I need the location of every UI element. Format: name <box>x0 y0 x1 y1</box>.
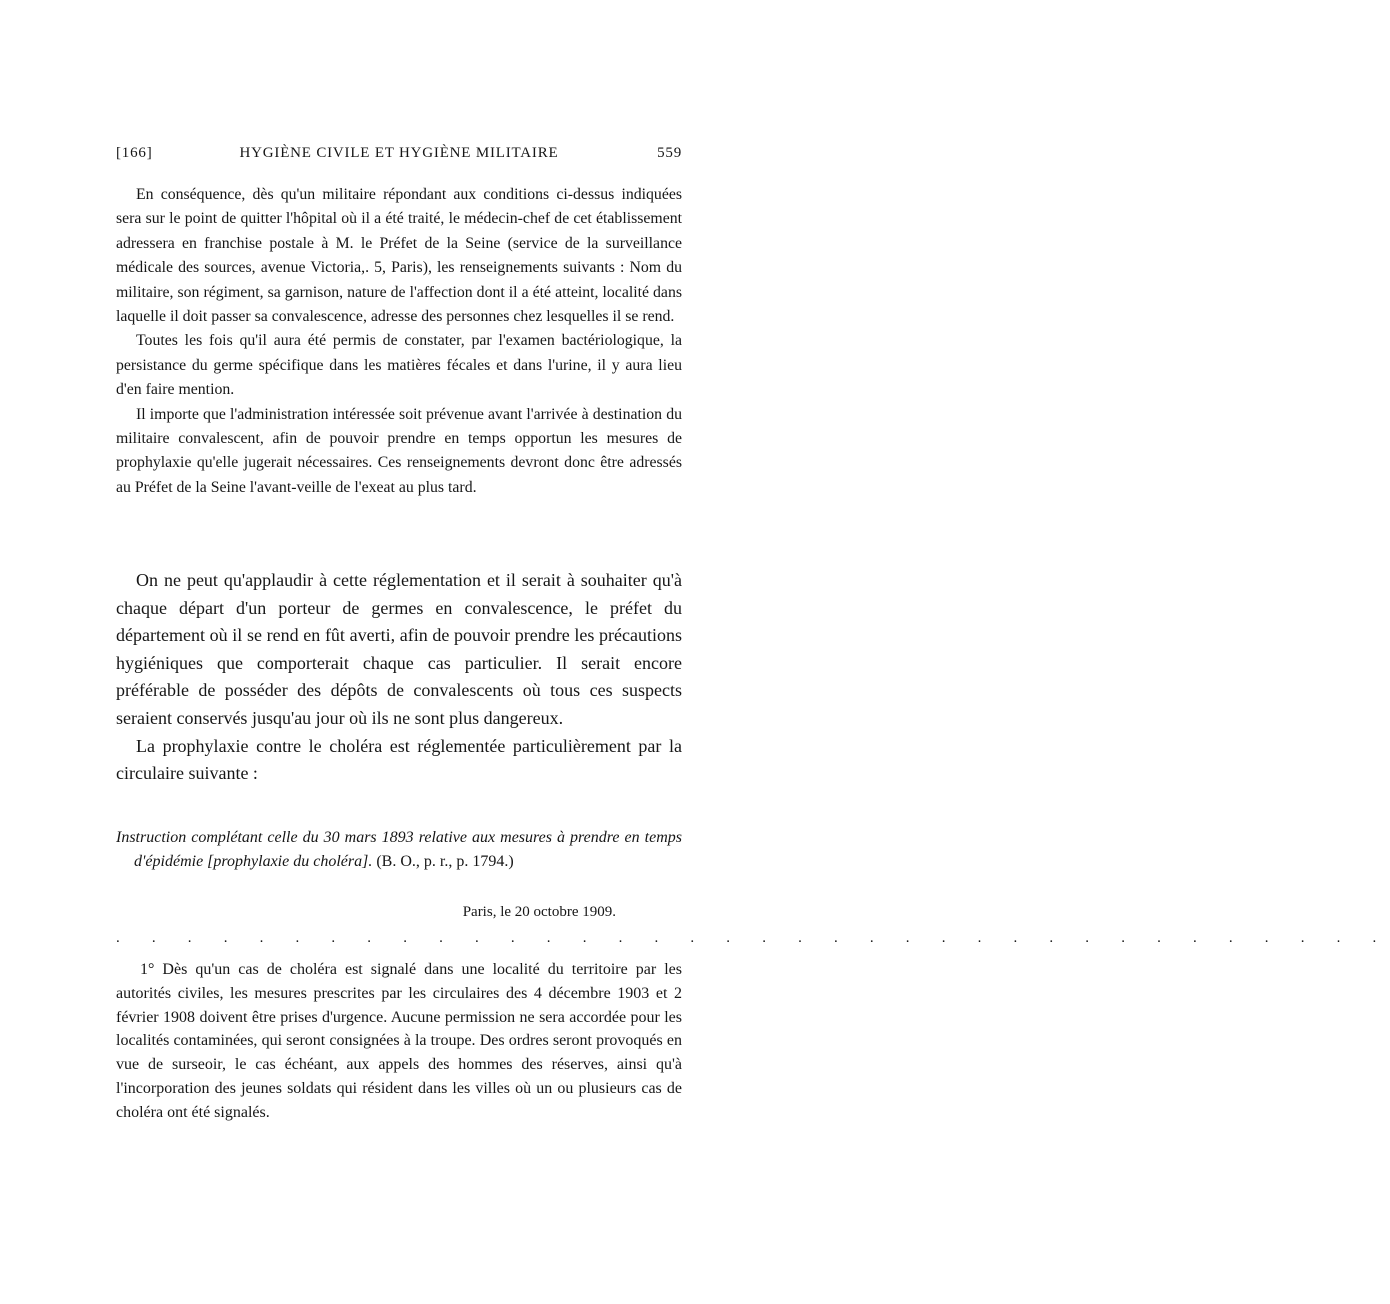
ellipsis-divider: . . . . . . . . . . . . . . . . . . . . . . . . . . . . . . . . . . . . <box>116 930 1390 946</box>
body-paragraph: La prophylaxie contre le choléra est réglementée particulièrement par la circulaire suivante : <box>116 735 682 784</box>
body-paragraph: On ne peut qu'applaudir à cette réglementation et il serait à souhaiter qu'à chaque départ d'un porteur de germes en convalescence, le préfet du département où il se rend en fût averti, afin de pouvoir prendre les précautions hygiéniques que comporterait chaque cas particulier. Il serait encore préférable de posséder des dépôts de convalescents où tous ces suspects seraient conservés jusqu'au jour où ils ne sont plus dangereux. <box>116 570 682 728</box>
instruction-title: Instruction complétant celle du 30 mars 1893 relative aux mesures à prendre en temps d'épidémie [prophylaxie du choléra]. <box>116 829 682 871</box>
running-title: HYGIÈNE CIVILE ET HYGIÈNE MILITAIRE <box>239 145 559 161</box>
circular-paragraph: 1° Dès qu'un cas de choléra est signalé dans une localité du territoire par les autorités civiles, les mesures prescrites par les circulaires des 4 décembre 1903 et 2 février 1908 doivent être prises d'urgence. Aucune permission ne sera accordée pour les localités contaminées, qui seront consignées à la troupe. Des ordres seront provoqués en vue de surseoir, le cas échéant, aux appels des hommes des réserves, ainsi qu'à l'incorporation des jeunes soldats qui résident dans les villes où un ou plusieurs cas de choléra ont été signalés. <box>116 961 682 1121</box>
main-text-block <box>116 567 682 788</box>
circular-excerpt-block <box>116 958 682 1125</box>
instruction-reference: (B. O., p. r., p. 1794.) <box>372 853 514 871</box>
quoted-paragraph: En conséquence, dès qu'un militaire répondant aux conditions ci-dessus indiquées sera sur le point de quitter l'hôpital où il a été traité, le médecin-chef de cet établissement adressera en franchise postale à M. le Préfet de la Seine (service de la surveillance médicale des sources, avenue Victoria,. 5, Paris), les renseignements suivants : Nom du militaire, son régiment, sa garnison, nature de l'affection dont il a été atteint, localité dans laquelle il doit passer sa convalescence, adresse des personnes chez lesquelles il se rend. <box>116 186 682 326</box>
instruction-heading <box>116 826 682 875</box>
running-head <box>116 145 682 169</box>
page-number: 559 <box>657 145 682 161</box>
quoted-paragraph: Il importe que l'administration intéressée soit prévenue avant l'arrivée à destination du militaire convalescent, afin de pouvoir prendre en temps opportun les mesures de prophylaxie qu'elle jugerait nécessaires. Ces renseignements devront donc être adressés au Préfet de la Seine l'avant-veille de l'exeat au plus tard. <box>116 405 682 496</box>
date-line: Paris, le 20 octobre 1909. <box>462 904 616 920</box>
page-reference: [166] <box>116 145 153 161</box>
quoted-regulation-block <box>116 183 682 500</box>
quoted-paragraph: Toutes les fois qu'il aura été permis de constater, par l'examen bactériologique, la persistance du germe spécifique dans les matières fécales et dans l'urine, il y aura lieu d'en faire mention. <box>116 332 682 399</box>
